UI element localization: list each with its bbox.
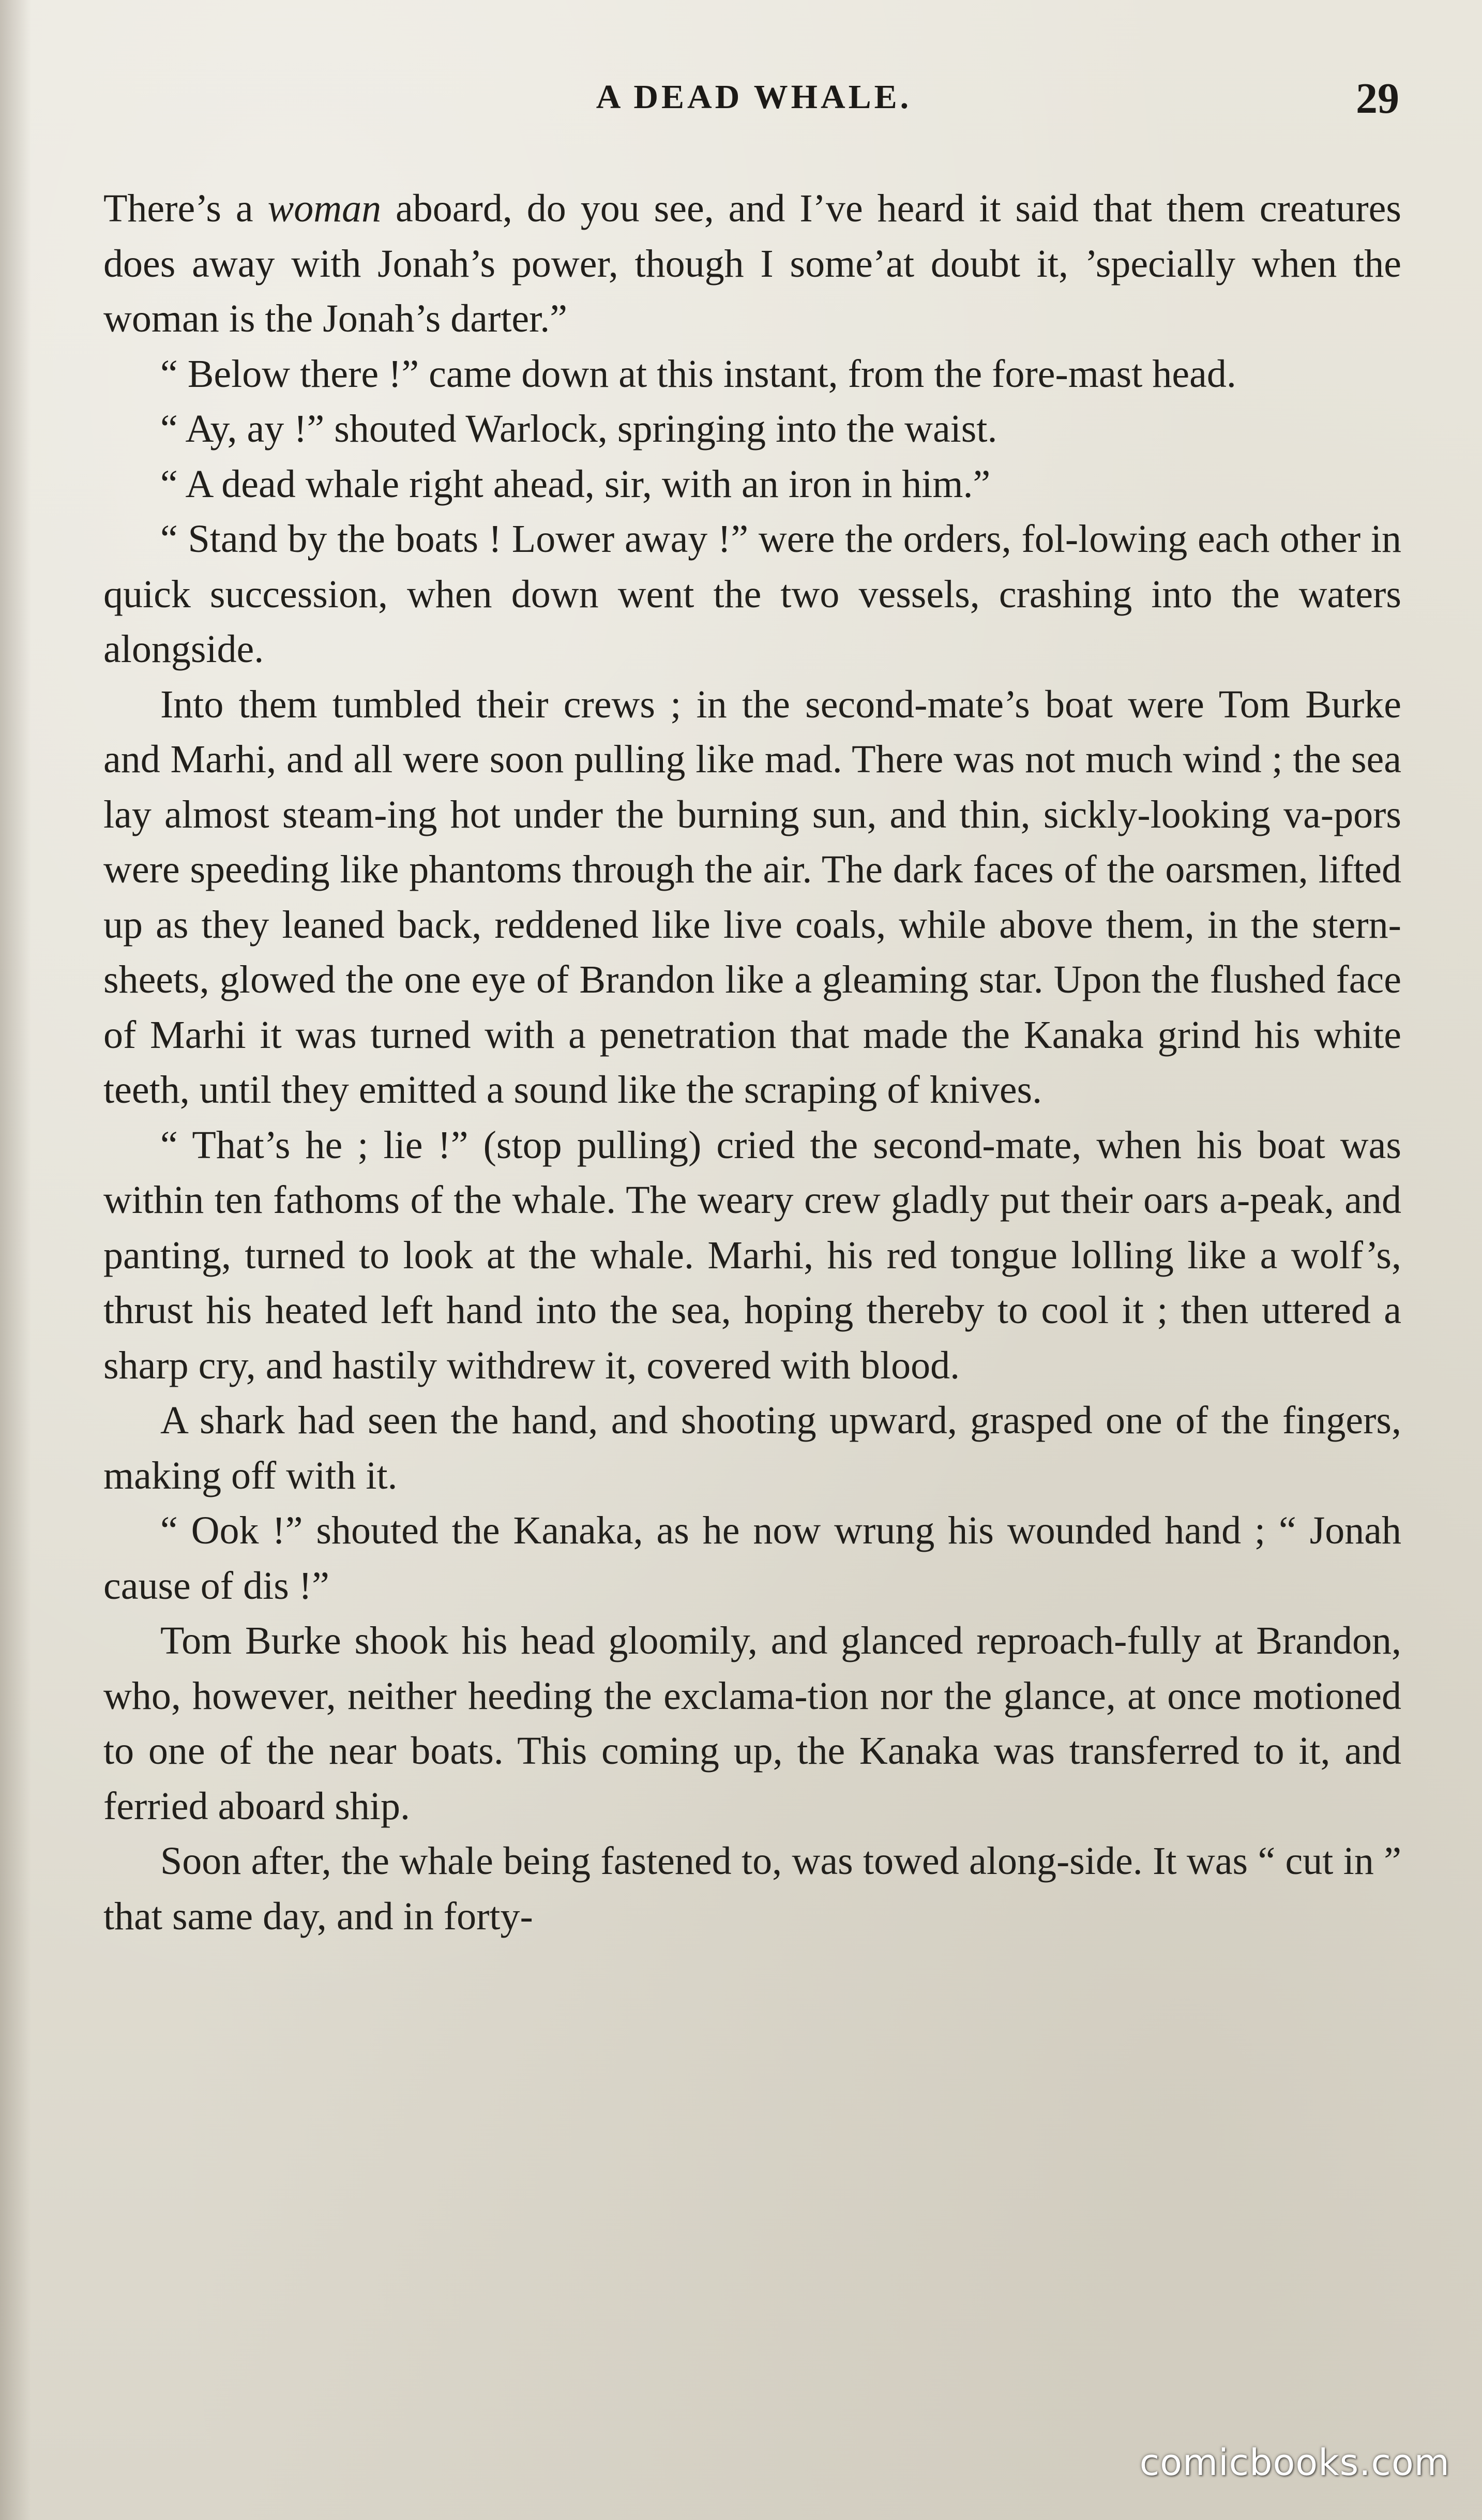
paragraph-10: Tom Burke shook his head gloomily, and glanced reproach-fully at Brandon, who, however, neither heeding the exclama-tion nor the glance, at once motioned to one of the near boats. This coming up, the Kanaka was transferred to it, and ferried aboard ship. (103, 1619, 1401, 1828)
paragraph-2: “ Below there !” came down at this instant, from the fore-mast head. (160, 352, 1236, 396)
paragraph-3: “ Ay, ay !” shouted Warlock, springing into the waist. (160, 407, 997, 451)
paragraph-1-text-end: aboard, do you see, and I’ve heard it said that them creatures does away with Jonah’s power, though I some’at doubt it, ’specially when the woman is the Jonah’s darter.” (103, 187, 1401, 340)
body-text (103, 181, 1401, 1944)
paragraph-1-text-start: There’s a (103, 187, 268, 230)
emphasized-word: woman (267, 187, 382, 230)
paragraph-1 (103, 181, 1401, 347)
running-head (109, 74, 1399, 134)
paragraph-7: “ That’s he ; lie !” (stop pulling) cried the second-mate, when his boat was within ten fathoms of the whale. The weary crew gladly put their oars a-peak, and panting, turned to look at the whale. Marhi, his red tongue lolling like a wolf’s, thrust his heated left hand into the sea, hoping thereby to cool it ; then uttered a sharp cry, and hastily withdrew it, covered with blood. (103, 1123, 1401, 1387)
running-title: A DEAD WHALE. (596, 78, 912, 116)
paragraph-8: A shark had seen the hand, and shooting upward, grasped one of the fingers, making off with it. (103, 1399, 1401, 1497)
page-number: 29 (1356, 74, 1399, 123)
paragraph-11: Soon after, the whale being fastened to, was towed along-side. It was “ cut in ” that same day, and in forty- (103, 1839, 1401, 1938)
watermark: comicbooks.com (1139, 2441, 1450, 2484)
paragraph-6: Into them tumbled their crews ; in the second-mate’s boat were Tom Burke and Marhi, and all were soon pulling like mad. There was not much wind ; the sea lay almost steam-ing hot under the burning sun, and thin, sickly-looking va-pors were speeding like phantoms through the air. The dark faces of the oarsmen, lifted up as they leaned back, reddened like live coals, while above them, in the stern-sheets, glowed the one eye of Brandon like a gleaming star. Upon the flushed face of Marhi it was turned with a penetration that made the Kanaka grind his white teeth, until they emitted a sound like the scraping of knives. (103, 682, 1401, 1112)
paragraph-4: “ A dead whale right ahead, sir, with an iron in him.” (160, 462, 991, 506)
paragraph-5: “ Stand by the boats ! Lower away !” were the orders, fol-lowing each other in quick succession, when down went the two vessels, crashing into the waters alongside. (103, 517, 1401, 671)
paragraph-9: “ Ook !” shouted the Kanaka, as he now wrung his wounded hand ; “ Jonah cause of dis !” (103, 1509, 1401, 1608)
